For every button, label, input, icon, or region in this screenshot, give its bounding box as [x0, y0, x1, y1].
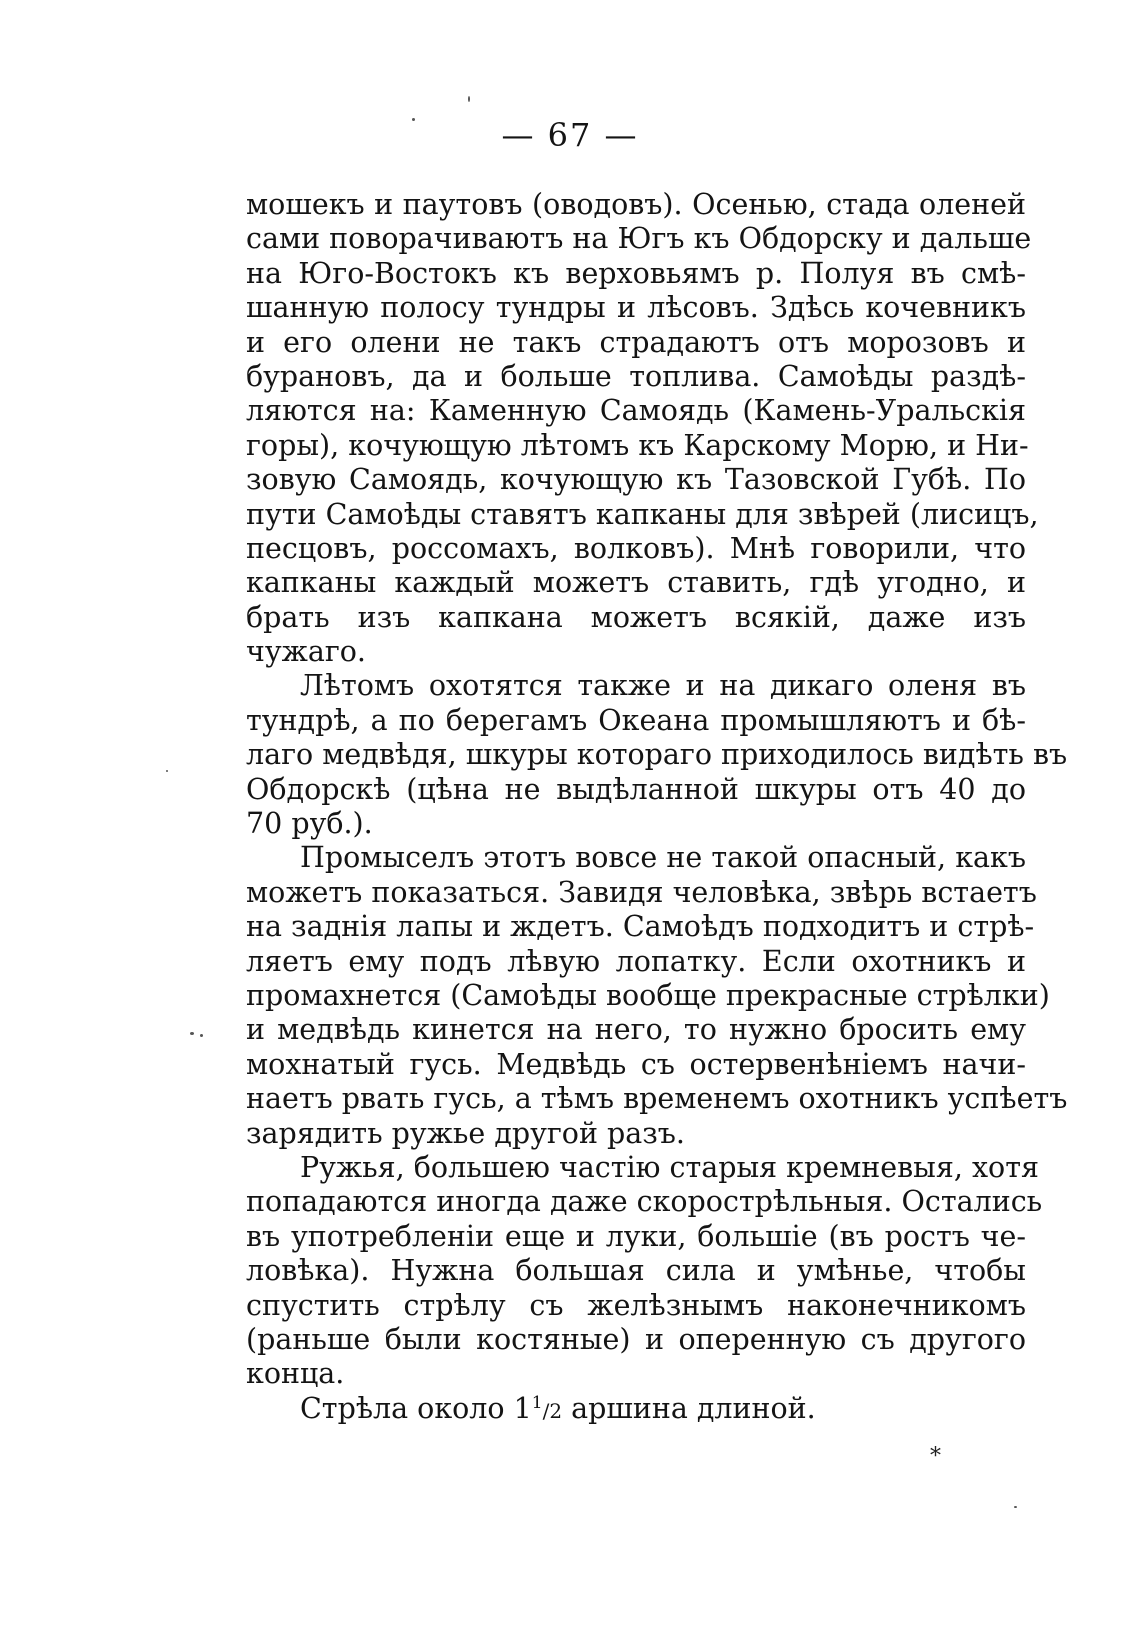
text-line: Лѣтомъ охотятся также и на дикаго оленя въ	[300, 669, 1026, 703]
text-line: промахнется (Самоѣды вообще прекрасные стрѣлки)	[246, 978, 1050, 1012]
text-line: и его олени не такъ страдаютъ отъ морозовъ и	[246, 325, 1026, 359]
scan-speck	[468, 96, 470, 102]
text-line: ляетъ ему подъ лѣвую лопатку. Если охотникъ и	[246, 944, 1026, 978]
text-line: ловѣка). Нужна большая сила и умѣнье, чтобы	[246, 1254, 1026, 1288]
text-line: горы), кочующую лѣтомъ къ Карскому Морю, и Ни-	[246, 428, 1029, 462]
paragraph-5	[246, 1392, 1026, 1426]
text-line: мохнатый гусь. Медвѣдь съ остервенѣніемъ начи-	[246, 1047, 1026, 1081]
asterisk-mark: *	[930, 1444, 941, 1469]
scan-speck	[166, 770, 168, 772]
text-line: конца.	[246, 1357, 345, 1391]
text-line: бурановъ, да и больше топлива. Самоѣды раздѣ-	[246, 359, 1026, 393]
scan-speck	[190, 1032, 194, 1035]
scan-speck	[412, 118, 415, 121]
text-line: брать изъ капкана можетъ всякій, даже изъ	[246, 600, 1026, 634]
text-line: въ употребленіи еще и луки, большіе (въ ростъ че-	[246, 1219, 1026, 1253]
paragraph-1	[246, 188, 1039, 669]
text-line: спустить стрѣлу съ желѣзнымъ наконечникомъ	[246, 1288, 1026, 1322]
text-line: пути Самоѣды ставятъ капканы для звѣрей (лисицъ,	[246, 497, 1039, 531]
text-line: 70 руб.).	[246, 807, 373, 841]
text-line: на Юго-Востокъ къ верховьямъ р. Полуя въ смѣ-	[246, 256, 1026, 290]
text-line: Обдорскѣ (цѣна не выдѣланной шкуры отъ 40 до	[246, 772, 1026, 806]
text-line: зарядить ружье другой разъ.	[246, 1116, 685, 1150]
text-line: зовую Самоядь, кочующую къ Тазовской Губѣ. По	[246, 463, 1026, 497]
text-line: можетъ показаться. Завидя человѣка, звѣрь встаетъ	[246, 875, 1037, 909]
text-line: наетъ рвать гусь, а тѣмъ временемъ охотникъ успѣетъ	[246, 1082, 1068, 1116]
text-line: мошекъ и паутовъ (оводовъ). Осенью, стада оленей	[246, 188, 1026, 221]
body-text	[246, 188, 1068, 1426]
scan-speck	[200, 1034, 203, 1037]
text-line: чужаго.	[246, 635, 366, 669]
text-line: попадаются иногда даже скорострѣльныя. Остались	[246, 1185, 1043, 1219]
text-line: Промыселъ этотъ вовсе не такой опасный, какъ	[300, 841, 1026, 875]
text-line: ляются на: Каменную Самоядь (Камень-Уральскія	[246, 394, 1026, 428]
fraction-denominator: /2	[542, 1398, 563, 1423]
paragraph-4	[246, 1150, 1043, 1392]
text-line: шанную полосу тундры и лѣсовъ. Здѣсь кочевникъ	[246, 291, 1026, 325]
text-line: тундрѣ, а по берегамъ Океана промышляютъ и бѣ-	[246, 703, 1026, 737]
text-line	[246, 1392, 1026, 1426]
text-line: лаго медвѣдя, шкуры котораго приходилось видѣть въ	[246, 738, 1068, 772]
text-line: сами поворачиваютъ на Югъ къ Обдорску и дальше	[246, 222, 1032, 256]
scan-speck	[1014, 1506, 1017, 1508]
fraction-numerator: 1	[531, 1392, 543, 1413]
text-line: Ружья, большею частію старыя кремневыя, хотя	[300, 1150, 1039, 1184]
text-line-suffix: аршина длиной.	[562, 1391, 816, 1425]
paragraph-3	[246, 841, 1068, 1151]
text-line: капканы каждый можетъ ставить, гдѣ угодно, и	[246, 566, 1026, 600]
text-line-prefix: Стрѣла около 1	[300, 1391, 532, 1425]
text-line: на заднія лапы и ждетъ. Самоѣдъ подходитъ и стрѣ-	[246, 910, 1035, 944]
text-line: и медвѣдь кинется на него, то нужно бросить ему	[246, 1013, 1026, 1047]
paragraph-2	[246, 669, 1068, 841]
text-line: (раньше были костяные) и оперенную съ другого	[246, 1322, 1026, 1356]
page-number: — 67 —	[501, 116, 639, 154]
text-line: песцовъ, россомахъ, волковъ). Мнѣ говорили, что	[246, 531, 1026, 565]
